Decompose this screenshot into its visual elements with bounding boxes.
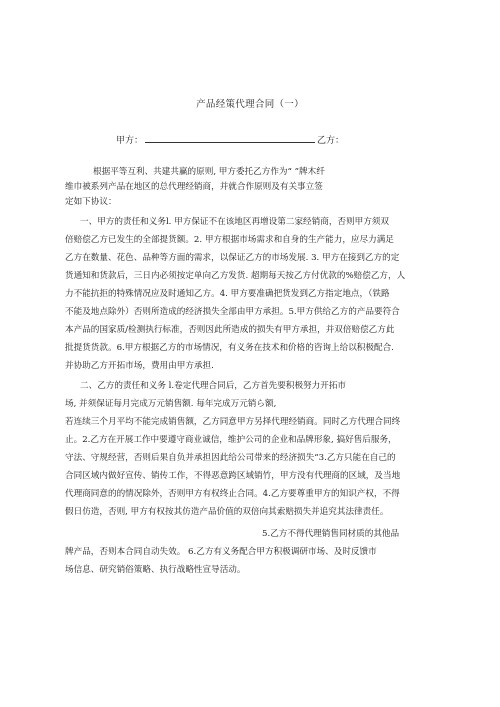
body-line: 场, 并须保证每月完成万元销售额. 每年完成万元销ら额,: [65, 399, 277, 409]
body-line: 力不能抗拒的特殊情况应及时通知乙方。4. 甲方要准确把货发到乙方指定地点，（铁路: [65, 289, 390, 299]
body-line: 若连续三个月平均不能完成销售额，乙方同意甲方另择代理经销商。同时乙方代理合同终: [65, 417, 401, 427]
body-line: 合同区域内做好宣传、销传工作，不得恶意跨区域销竹，甲方没有代理商的区域，及当地: [65, 471, 401, 481]
body-line: 并协助乙方开拓市场，费用由甲方承担.: [65, 361, 214, 371]
body-line: 货通知和货款后，三日内必须按定单向乙方发货. 超期每天按乙方付优款的%赔偿乙方，人: [65, 271, 406, 281]
body-line: 守法、守规经营，否则后果自负并承担因此给公司带来的经济损失“3.乙方只能在自己的: [65, 453, 396, 463]
body-line: 批提货货款。6.甲方根据乙方的市场情况，有义务在技术和价格的咨询上给以积极配合.: [65, 343, 394, 353]
body-line: 定如下协议：: [65, 197, 117, 207]
body-line: 乙方在数量、花色、品种等方面的需求，以保证乙方的市场发展. 3. 甲方在接到乙方的定: [65, 253, 400, 263]
body-line: 一、甲方的责任和义务l. 甲方保证不在该地区再增设第二家经销商，否则甲方须双: [80, 217, 389, 227]
body-line: 不能及地点除外）否则所造成的经济损失全部由甲方承担。5.甲方供给乙方的产品要符合: [65, 307, 400, 317]
party-line: [116, 133, 344, 146]
body-line: 根据平等互利、共建共赢的原则, 甲方委托乙方作为“ ”牌木纤: [93, 167, 325, 177]
party-a-blank: [145, 133, 315, 143]
body-line: 牌产品，否则本合同自动失效。 6.乙方有义务配合甲方积极调研市场、及时反馈市: [65, 547, 377, 557]
body-line: 本产品的国家质/检测执行标准，否则因此所造成的损失有甲方承担，并双倍赔偿乙方此: [65, 325, 395, 335]
body-line: 5.乙方不得代理销售同材质的其他品: [262, 529, 400, 539]
document-title: 产品经策代理合同（一）: [196, 99, 304, 110]
body-line: 代理商同意的的情况除外，否则甲方有权终止合同。4.乙方要尊重甲方的知识产权，不得: [65, 489, 400, 499]
body-line: 止。2.乙方在开展工作中要遵守商业诚信，维护公司的企业和品牌形象, 搞好售后服务，: [65, 435, 397, 445]
body-line: 倍赔偿乙方已发生的全部提货额。2. 甲方根据市场需求和自身的生产能力，应尽力满足: [65, 235, 394, 245]
body-line: 场信息、研究销俗策略、执行战略性宣导活动。: [65, 565, 246, 575]
party-a-label: 甲方：: [116, 136, 144, 146]
body-line: 维巾被系列产品在地区的总代理经销商，并就合作原则及有关事立签: [65, 182, 323, 192]
body-line: 假日仿造，否则, 甲方有权按其仿造产品价值的双倍向其索赔损失并追究其法律责任。: [65, 507, 389, 517]
body-line: 二、乙方的责任和义务 l.卷定代理合同后，乙方首先要积极努力开拓市: [80, 381, 347, 391]
party-b-label: 乙方：: [317, 136, 345, 146]
